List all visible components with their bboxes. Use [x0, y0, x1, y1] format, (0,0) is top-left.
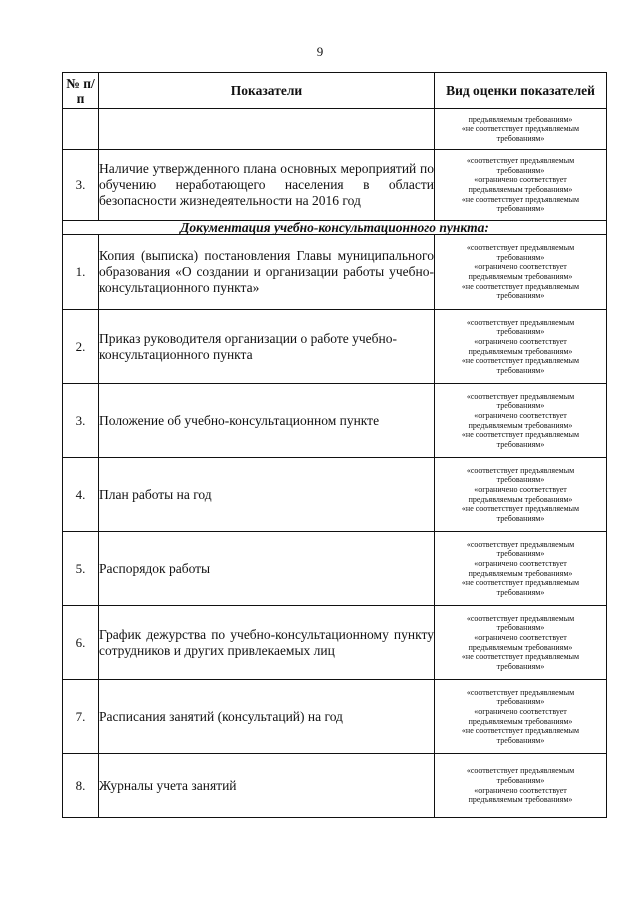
header-indicator: Показатели: [99, 73, 435, 109]
row-num: 2.: [63, 310, 99, 384]
eval-line: «не соответствует предъявляемым: [461, 726, 580, 736]
row-indicator: Копия (выписка) постановления Главы муниципального образования «О создании и организации работы учебно-консультационного пункта»: [99, 235, 435, 310]
eval-line: требованиям»: [496, 401, 545, 411]
eval-line: требованиям»: [496, 327, 545, 337]
eval-line: «не соответствует предъявляемым: [461, 281, 580, 291]
row-evaluation: [435, 384, 607, 458]
header-evaluation: Вид оценки показателей: [435, 73, 607, 109]
row-evaluation: [435, 150, 607, 221]
table-row: [63, 680, 607, 754]
indicators-table: [62, 72, 607, 818]
eval-line: требованиям»: [496, 133, 545, 143]
row-indicator: [99, 109, 435, 150]
eval-line: «ограничено соответствует: [474, 632, 567, 642]
eval-line: «не соответствует предъявляемым: [461, 124, 580, 134]
section-row: [63, 221, 607, 235]
eval-line: требованиям»: [496, 549, 545, 559]
eval-line: «соответствует предъявляемым: [466, 465, 575, 475]
eval-line: «ограничено соответствует: [474, 410, 567, 420]
eval-line: «ограничено соответствует: [474, 558, 567, 568]
row-indicator: Положение об учебно-консультационном пункте: [99, 384, 435, 458]
eval-line: требованиям»: [496, 365, 545, 375]
row-indicator: Журналы учета занятий: [99, 754, 435, 818]
row-evaluation: [435, 532, 607, 606]
row-num: 3.: [63, 384, 99, 458]
eval-line: «ограничено соответствует: [474, 706, 567, 716]
eval-line: предъявляемым требованиям»: [468, 272, 573, 281]
row-num: 8.: [63, 754, 99, 818]
eval-line: требованиям»: [496, 291, 545, 301]
eval-line: «ограничено соответствует: [474, 175, 567, 185]
row-indicator: Наличие утвержденного плана основных мероприятий по обучению неработающего населения в области безопасности жизнедеятельности на 2016 год: [99, 150, 435, 221]
eval-line: «соответствует предъявляемым: [466, 687, 575, 697]
row-indicator: План работы на год: [99, 458, 435, 532]
row-evaluation: [435, 458, 607, 532]
table-row: [63, 150, 607, 221]
row-indicator: График дежурства по учебно-консультационному пункту сотрудников и других привлекаемых лиц: [99, 606, 435, 680]
eval-line: «не соответствует предъявляемым: [461, 652, 580, 662]
eval-line: «соответствует предъявляемым: [466, 766, 575, 776]
eval-line: «не соответствует предъявляемым: [461, 194, 580, 204]
header-num: № п/п: [63, 73, 99, 109]
eval-line: требованиям»: [496, 623, 545, 633]
table-row: [63, 235, 607, 310]
section-title: Документация учебно-консультационного пункта:: [63, 221, 607, 235]
eval-line: предъявляемым требованиям»: [468, 114, 573, 124]
eval-line: требованиям»: [496, 165, 545, 175]
eval-line: «не соответствует предъявляемым: [461, 430, 580, 440]
eval-line: предъявляемым требованиям»: [468, 642, 573, 652]
eval-line: требованиям»: [496, 204, 545, 214]
row-num: 1.: [63, 235, 99, 310]
row-evaluation: [435, 606, 607, 680]
row-evaluation: [435, 235, 607, 310]
eval-line: «соответствует предъявляемым: [466, 613, 575, 623]
eval-line: «соответствует предъявляемым: [466, 539, 575, 549]
row-num: 7.: [63, 680, 99, 754]
eval-line: требованиям»: [496, 697, 545, 707]
eval-line: «соответствует предъявляемым: [466, 391, 575, 401]
row-num: [63, 109, 99, 150]
eval-line: «не соответствует предъявляемым: [461, 578, 580, 588]
eval-line: требованиям»: [496, 587, 545, 597]
eval-line: «не соответствует предъявляемым: [461, 356, 580, 366]
eval-line: «ограничено соответствует: [474, 336, 567, 346]
table-row: [63, 384, 607, 458]
table-row: [63, 532, 607, 606]
row-indicator: Расписания занятий (консультаций) на год: [99, 680, 435, 754]
eval-line: предъявляемым требованиям»: [468, 568, 573, 578]
eval-line: требованиям»: [496, 661, 545, 671]
row-num: 4.: [63, 458, 99, 532]
eval-line: предъявляемым требованиям»: [468, 346, 573, 356]
eval-line: «не соответствует предъявляемым: [461, 504, 580, 514]
row-evaluation: [435, 109, 607, 150]
table-header-row: [63, 73, 607, 109]
row-evaluation: [435, 310, 607, 384]
table-row: [63, 606, 607, 680]
row-num: 5.: [63, 532, 99, 606]
eval-line: требованиям»: [496, 252, 545, 262]
eval-line: предъявляемым требованиям»: [468, 795, 573, 805]
eval-line: требованиям»: [496, 735, 545, 745]
table-row: [63, 310, 607, 384]
table-row: [63, 754, 607, 818]
eval-line: «ограничено соответствует: [474, 785, 567, 795]
table-row-continued: [63, 109, 607, 150]
row-num: 3.: [63, 150, 99, 221]
eval-line: требованиям»: [496, 513, 545, 523]
eval-line: «соответствует предъявляемым: [466, 243, 575, 253]
eval-line: требованиям»: [496, 475, 545, 485]
row-num: 6.: [63, 606, 99, 680]
table-row: [63, 458, 607, 532]
eval-line: «соответствует предъявляемым: [466, 317, 575, 327]
eval-line: «ограничено соответствует: [474, 484, 567, 494]
row-indicator: Распорядок работы: [99, 532, 435, 606]
eval-line: предъявляемым требованиям»: [468, 494, 573, 504]
eval-line: предъявляемым требованиям»: [468, 716, 573, 726]
page-number: 9: [316, 44, 324, 59]
eval-line: «соответствует предъявляемым: [466, 156, 575, 166]
row-evaluation: [435, 754, 607, 818]
row-evaluation: [435, 680, 607, 754]
eval-line: требованиям»: [496, 439, 545, 449]
row-indicator: Приказ руководителя организации о работе учебно-консультационного пункта: [99, 310, 435, 384]
eval-line: требованиям»: [496, 775, 545, 785]
eval-line: предъявляемым требованиям»: [468, 420, 573, 430]
eval-line: «ограничено соответствует: [474, 262, 567, 272]
eval-line: предъявляемым требованиям»: [468, 185, 573, 194]
